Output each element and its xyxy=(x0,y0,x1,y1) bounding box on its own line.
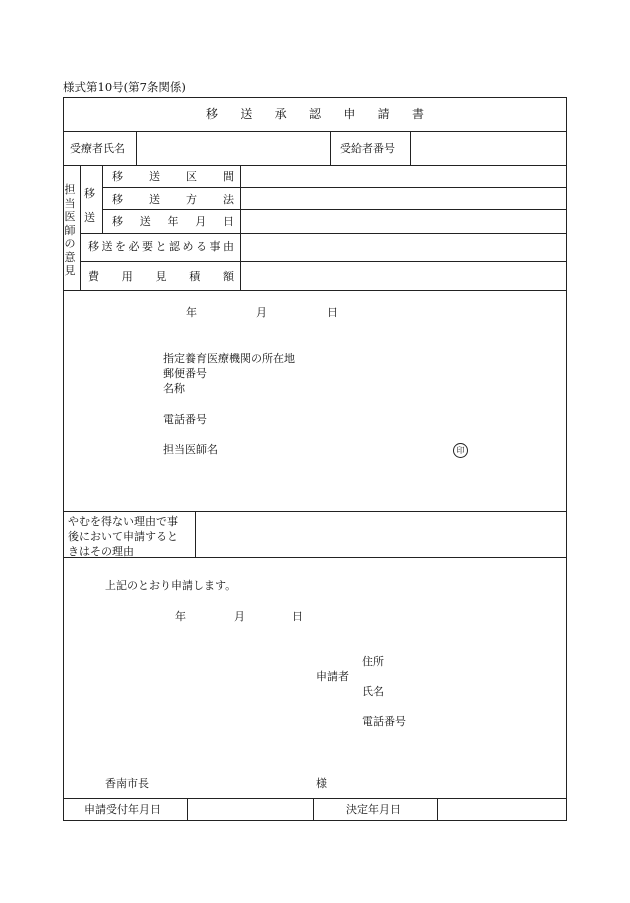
vchar: 意 xyxy=(64,250,76,264)
unavoidable-reason-label xyxy=(68,514,178,559)
vchar: の xyxy=(64,237,76,250)
date2-year: 年 xyxy=(175,610,186,623)
divider xyxy=(80,261,567,262)
postal-code-label: 郵便番号 xyxy=(163,367,207,380)
divider xyxy=(80,233,567,234)
divider xyxy=(437,798,438,821)
title-char: 書 xyxy=(411,107,424,121)
transport-label xyxy=(84,182,95,230)
divider xyxy=(313,798,314,821)
form-title xyxy=(206,108,424,120)
applicant-label: 申請者 xyxy=(316,670,349,683)
char: 移 xyxy=(88,240,99,253)
apply-statement: 上記のとおり申請します。 xyxy=(105,579,237,592)
divider xyxy=(102,187,567,188)
char: を xyxy=(115,240,126,253)
char: 送 xyxy=(139,215,151,228)
char: る xyxy=(196,240,207,253)
recipient-number-label: 受給者番号 xyxy=(340,142,395,155)
divider xyxy=(63,557,567,558)
char: 積 xyxy=(189,270,201,283)
divider xyxy=(240,165,241,290)
char: 移 xyxy=(112,193,123,206)
doctor-opinion-label xyxy=(63,183,77,278)
divider xyxy=(63,798,567,799)
divider xyxy=(63,165,567,166)
title-char: 移 xyxy=(206,107,219,121)
divider xyxy=(330,131,331,165)
char: 用 xyxy=(121,270,133,283)
char: 月 xyxy=(195,215,207,228)
title-char: 送 xyxy=(240,107,253,121)
patient-name-label: 受療者氏名 xyxy=(70,142,125,155)
char: 方 xyxy=(186,193,197,206)
honorific: 様 xyxy=(316,777,327,790)
vchar: 師 xyxy=(64,223,76,237)
transport-section-label xyxy=(112,171,234,182)
date2-day: 日 xyxy=(292,610,303,623)
divider xyxy=(80,165,81,290)
seal-icon: 印 xyxy=(453,443,468,458)
label-line: きはその理由 xyxy=(68,545,134,558)
divider xyxy=(63,290,567,291)
title-char: 認 xyxy=(308,107,321,121)
char: 移 xyxy=(112,170,123,183)
divider xyxy=(102,209,567,210)
institution-address-label: 指定養育医療機関の所在地 xyxy=(163,352,295,365)
char: 送 xyxy=(149,193,160,206)
char: 認 xyxy=(169,240,180,253)
vchar: 送 xyxy=(84,211,95,224)
date1-day: 日 xyxy=(327,306,338,319)
divider xyxy=(63,511,567,512)
applicant-name-label: 氏名 xyxy=(362,685,384,698)
form-number: 様式第10号(第7条関係) xyxy=(63,80,186,94)
vchar: 見 xyxy=(64,264,76,277)
institution-name-label: 名称 xyxy=(163,382,185,395)
decision-date-label: 決定年月日 xyxy=(346,803,401,816)
char: 費 xyxy=(88,270,99,283)
divider xyxy=(63,131,567,132)
transport-date-label xyxy=(112,216,234,227)
cost-estimate-label xyxy=(88,271,234,282)
char: 送 xyxy=(101,240,113,253)
title-char: 承 xyxy=(274,107,287,121)
char: と xyxy=(155,240,167,253)
divider xyxy=(136,131,137,165)
char: 額 xyxy=(223,270,234,283)
vchar: 担 xyxy=(64,183,76,196)
vchar: 当 xyxy=(64,196,76,210)
label-line: やむを得ない理由で事 xyxy=(68,515,178,528)
date2-month: 月 xyxy=(234,610,245,623)
char: 区 xyxy=(186,170,197,183)
applicant-phone-label: 電話番号 xyxy=(362,715,406,728)
title-char: 請 xyxy=(377,107,390,121)
phone-label: 電話番号 xyxy=(163,413,207,426)
necessity-reason-label xyxy=(88,241,234,252)
char: 法 xyxy=(223,193,234,206)
char: め xyxy=(182,240,194,253)
divider xyxy=(410,131,411,165)
char: 要 xyxy=(142,240,153,253)
received-date-label: 申請受付年月日 xyxy=(84,803,161,816)
date1-month: 月 xyxy=(256,306,267,319)
divider xyxy=(102,165,103,233)
char: 間 xyxy=(223,170,234,183)
divider xyxy=(187,798,188,821)
transport-method-label xyxy=(112,194,234,205)
char: 年 xyxy=(167,215,179,228)
char: 事 xyxy=(209,240,221,253)
label-line: 後において申請すると xyxy=(68,530,178,543)
date1-year: 年 xyxy=(186,306,197,319)
vchar: 医 xyxy=(64,210,76,223)
char: 由 xyxy=(223,240,234,253)
char: 見 xyxy=(155,270,167,283)
vchar: 移 xyxy=(84,187,95,200)
divider xyxy=(195,511,196,557)
address-label: 住所 xyxy=(362,655,384,668)
char: 移 xyxy=(112,215,123,228)
mayor-label: 香南市長 xyxy=(105,777,149,790)
char: 必 xyxy=(128,240,140,253)
doctor-name-label: 担当医師名 xyxy=(163,443,218,456)
char: 日 xyxy=(223,215,234,228)
title-char: 申 xyxy=(343,107,356,121)
char: 送 xyxy=(149,170,160,183)
form-frame xyxy=(63,97,567,821)
